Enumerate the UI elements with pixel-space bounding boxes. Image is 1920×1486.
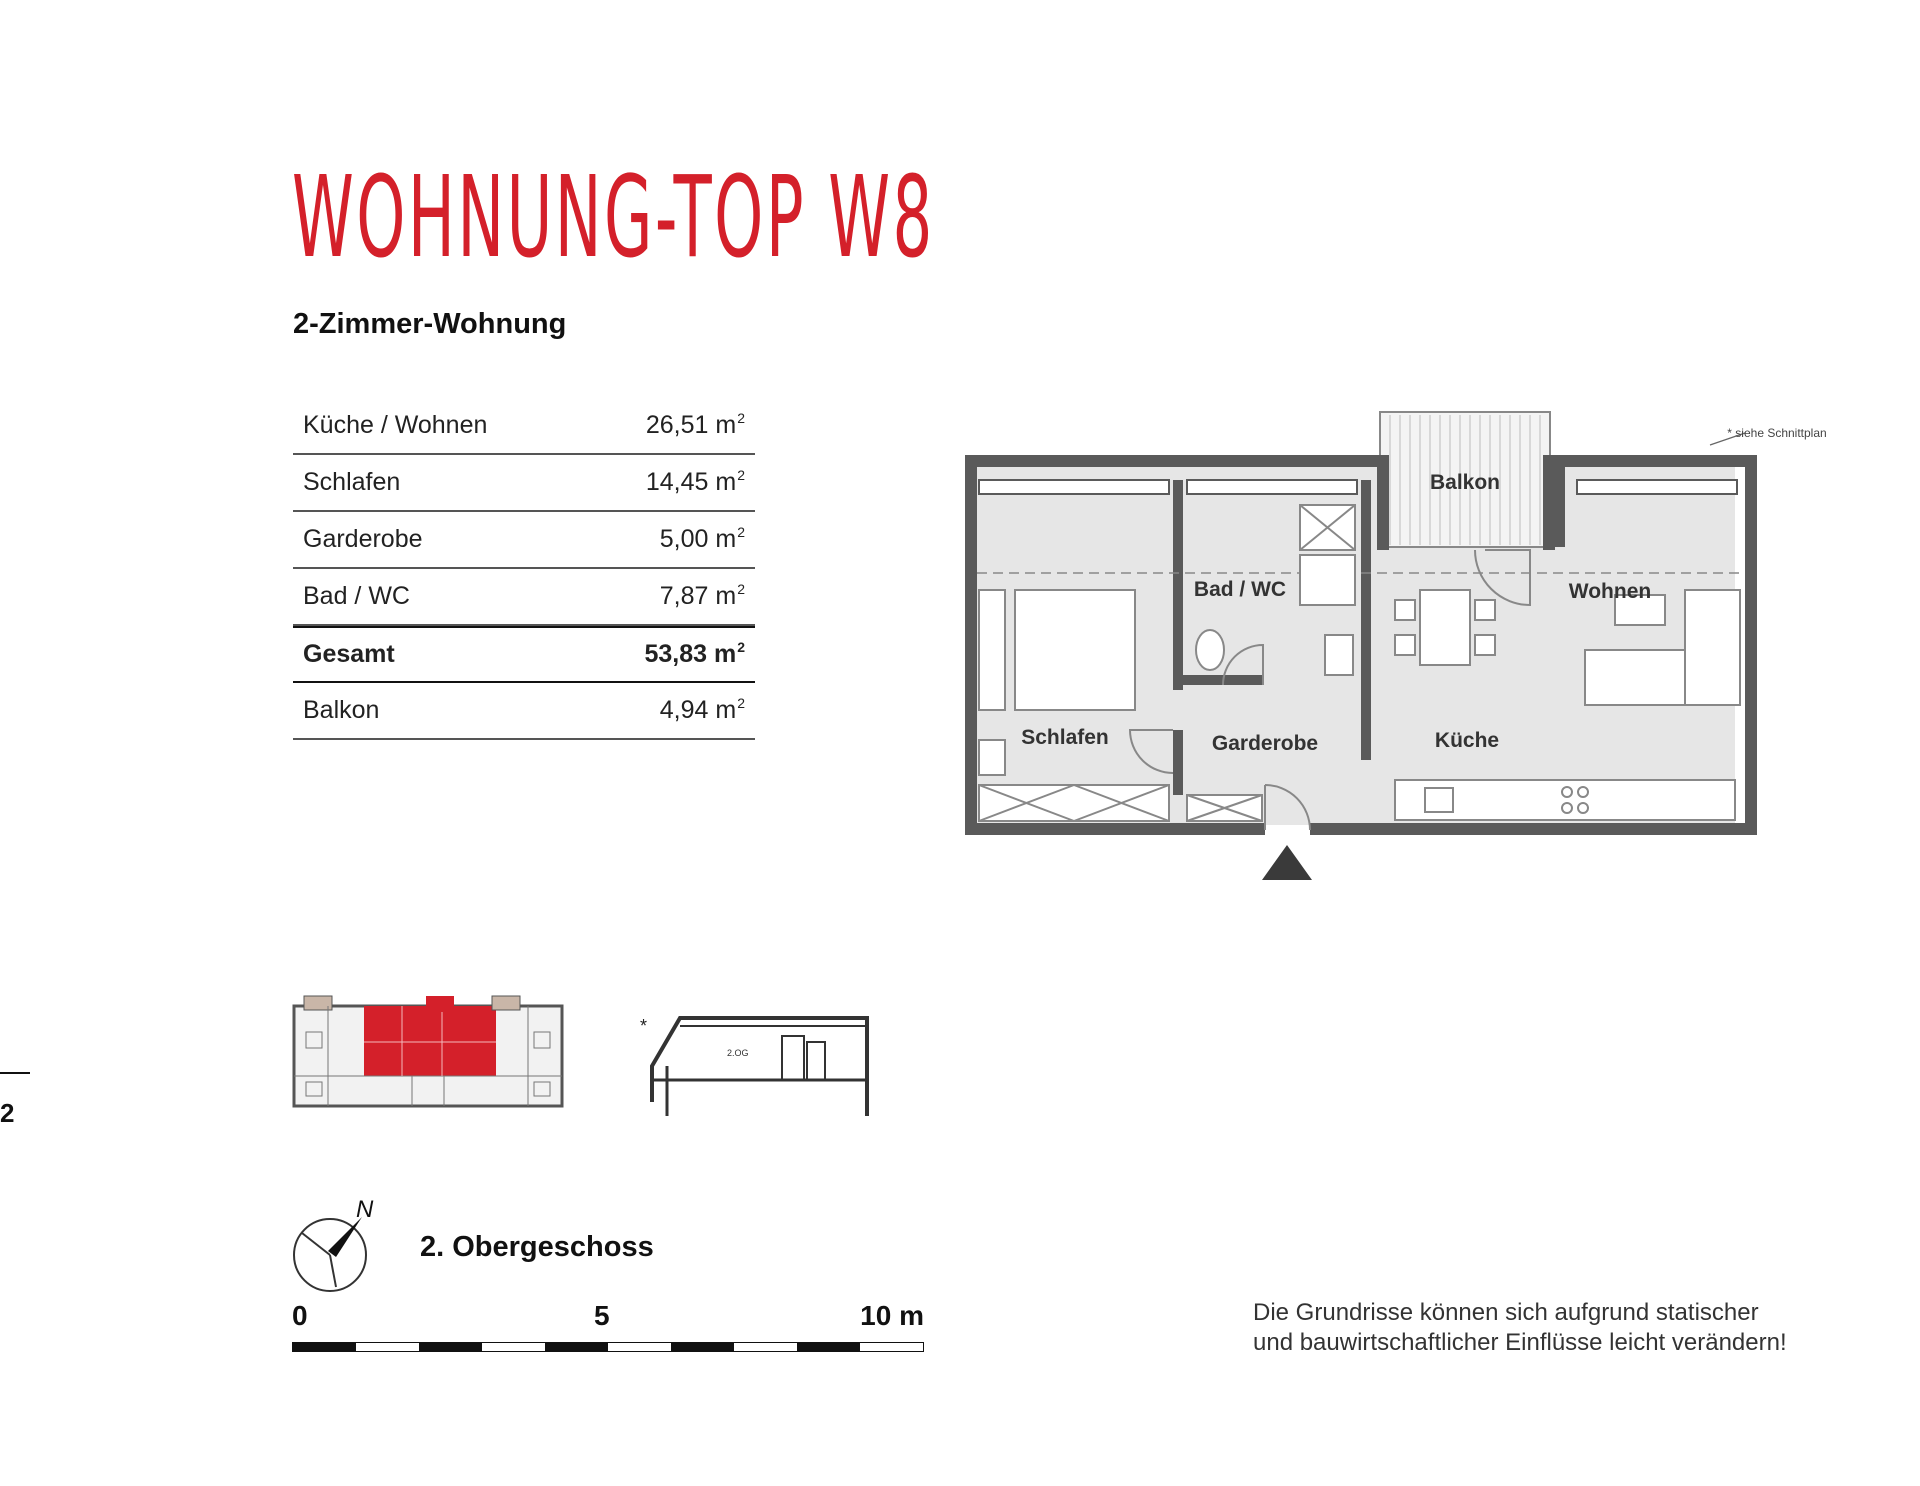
page-number: 2 xyxy=(0,1098,15,1128)
section-note: * siehe Schnittplan xyxy=(1727,426,1827,440)
building-overview-plan xyxy=(292,992,567,1112)
north-label: N xyxy=(356,1196,374,1223)
building-overview-drawing xyxy=(292,992,567,1112)
room-area: 26,51 m 2 xyxy=(645,410,745,439)
section-floor-tag: 2.OG xyxy=(727,1048,749,1058)
room-name: Küche / Wohnen xyxy=(303,411,488,439)
room-label-balkon: Balkon xyxy=(1429,471,1501,494)
room-area: 5,00 m 2 xyxy=(659,524,745,553)
highlighted-unit xyxy=(364,1006,496,1076)
room-label-garderobe: Garderobe xyxy=(1211,732,1319,755)
room-name: Balkon xyxy=(303,696,380,724)
scale-bar xyxy=(292,1300,924,1360)
disclaimer-line-1: Die Grundrisse können sich aufgrund statischer xyxy=(1253,1299,1759,1326)
scale-label-end: 10 m xyxy=(860,1300,924,1331)
room-label-kueche: Küche xyxy=(1434,729,1500,752)
room-area: 53,83 m 2 xyxy=(644,639,745,668)
room-label-schlafen: Schlafen xyxy=(1021,726,1109,749)
room-name: Garderobe xyxy=(303,525,423,553)
section-marker: * xyxy=(640,1016,648,1036)
room-area: 14,45 m 2 xyxy=(645,467,745,496)
entrance-arrow-icon xyxy=(1262,845,1312,880)
room-area: 7,87 m 2 xyxy=(659,581,745,610)
section-drawing-svg xyxy=(632,1006,872,1116)
area-row-total xyxy=(293,626,755,683)
disclaimer-line-2: und bauwirtschaftlicher Einflüsse leicht verändern! xyxy=(1253,1329,1787,1356)
area-row xyxy=(293,683,755,740)
scale-segments xyxy=(292,1342,924,1352)
scale-label-mid: 5 xyxy=(594,1300,610,1331)
disclaimer xyxy=(1253,1298,1853,1358)
area-row xyxy=(293,569,755,626)
room-name: Schlafen xyxy=(303,468,401,496)
floor-plan-drawing xyxy=(955,400,1895,890)
room-name: Gesamt xyxy=(303,640,395,668)
room-name: Bad / WC xyxy=(303,582,410,610)
area-table xyxy=(293,398,755,740)
apartment-type: 2-Zimmer-Wohnung xyxy=(293,308,567,340)
section-drawing xyxy=(632,1006,872,1116)
compass xyxy=(292,1195,382,1293)
room-area: 4,94 m 2 xyxy=(659,695,745,724)
windows xyxy=(979,480,1737,494)
room-label-wohnen: Wohnen xyxy=(1568,580,1652,603)
page-title: WOHNUNG-TOP W8 xyxy=(292,153,935,283)
room-label-bad-wc: Bad / WC xyxy=(1193,578,1287,601)
area-row xyxy=(293,455,755,512)
floor-plan xyxy=(955,400,1895,890)
page-marker-line xyxy=(0,1072,30,1074)
floor-label: 2. Obergeschoss xyxy=(420,1231,654,1263)
area-row xyxy=(293,512,755,569)
scale-label-start: 0 xyxy=(292,1300,308,1331)
area-row xyxy=(293,398,755,455)
kitchen-counter xyxy=(1395,780,1735,820)
compass-rose-icon xyxy=(292,1195,382,1293)
